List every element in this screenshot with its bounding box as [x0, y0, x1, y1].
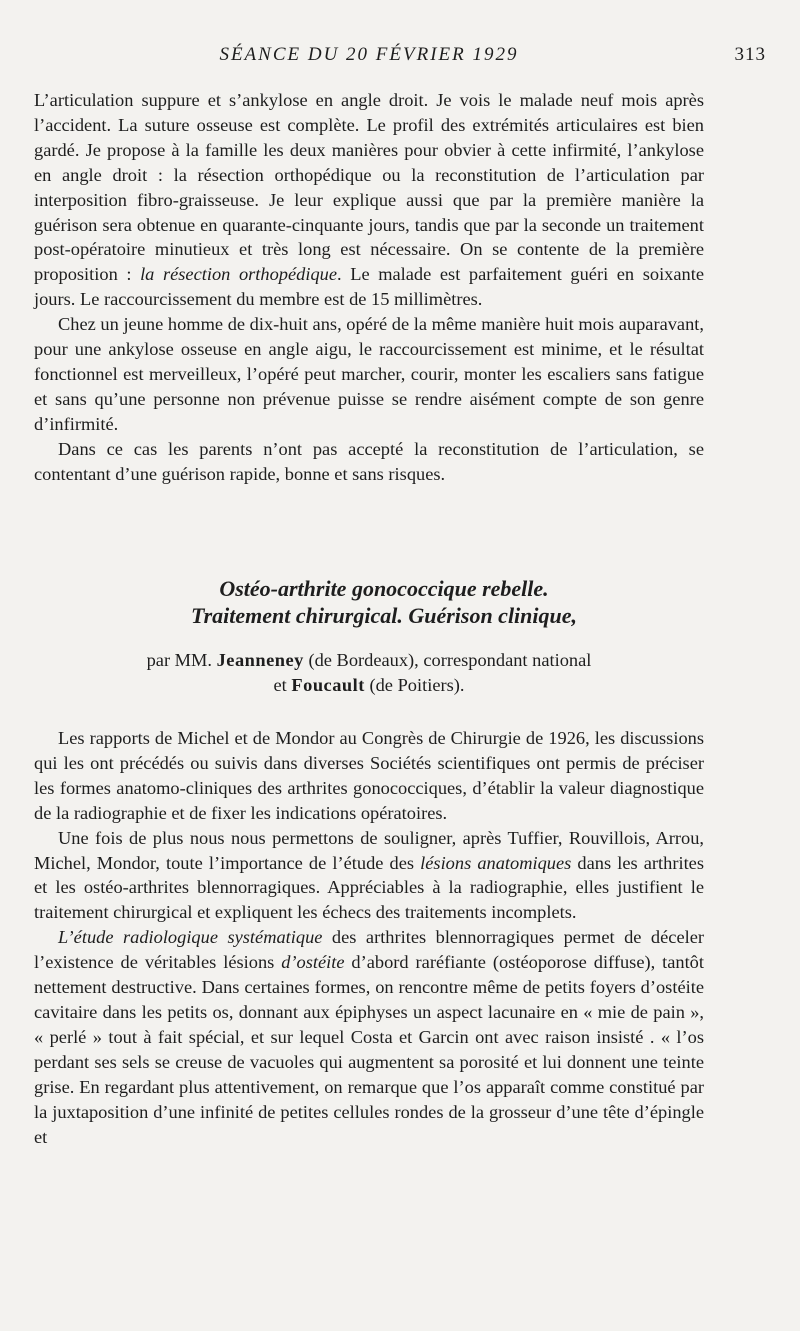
paragraph — [34, 925, 704, 1149]
byline-conjunction: et — [273, 675, 287, 695]
text-run: dans les arthrites et les ostéo-arthrites blennorragiques. Appréciables à la radiographie, elles justifient le traitement chirurgical et expliquent les échecs des traitements incomplets. — [34, 852, 705, 923]
article-title — [34, 575, 734, 629]
byline — [34, 648, 704, 698]
author-affiliation: (de Bordeaux), correspondant national — [308, 650, 592, 670]
text-run: Une fois de plus nous nous permettons de souligner, après Tuffier, Rouvillois, Arrou, Michel, Mondor, toute l’importance de l’étude des — [34, 827, 704, 873]
article1-body — [34, 88, 704, 487]
text-run: d’abord raréfiante (ostéoporose diffuse), tantôt nettement destructive. Dans certaines formes, on rencontre même de petits foyers d’ostéite cavitaire dans les petits os, donnant aux épiphyses un aspect lacunaire en « mie de pain », « perlé » tout à fait spécial, et sur lequel Costa et Garcin ont avec raison insisté . « l’os perdant ses sels se creuse de vacuoles qui augmentent sa porosité et lui donnent une teinte grise. En regardant plus attentivement, on remarque que l’os apparaît comme constitué par la juxtaposition d’une infinité de petites cellules rondes de la grosseur d’une tête d’épingle et — [34, 952, 704, 1147]
author-name: Foucault — [291, 675, 365, 695]
paragraph — [34, 826, 704, 926]
page-number: 313 — [734, 44, 766, 65]
text-run: L’articulation suppure et s’ankylose en angle droit. Je vois le malade neuf mois après l’accident. La suture osseuse est complète. Le profil des extrémités articulaires est bien gardé. Je propose à la famille les deux manières pour obvier à cette infirmité, l’ankylose en angle droit : la résection orthopédique ou la reconstitution de l’articulation par interposition fibro-graisseuse. Je leur explique aussi que par la première manière la guérison sera obtenue en quarante-cinquante jours, tandis que par la seconde un traitement post-opératoire minutieux et très long est nécessaire. On se contente de la première proposition : — [34, 90, 704, 285]
author-name: Jeanneney — [216, 650, 304, 670]
running-title: SÉANCE DU 20 FÉVRIER 1929 — [219, 44, 519, 65]
title-line: Traitement chirurgical. Guérison clinique, — [190, 603, 578, 628]
emphasis: lésions anatomiques — [420, 852, 572, 873]
title-line: Ostéo-arthrite gonococcique rebelle. — [219, 576, 549, 601]
paragraph — [34, 88, 704, 312]
emphasis: la résection orthopédique — [140, 264, 338, 285]
article2-body — [34, 726, 704, 1149]
emphasis: d’ostéite — [281, 952, 345, 973]
paragraph: Dans ce cas les parents n’ont pas accepté la reconstitution de l’articulation, se contentant d’une guérison rapide, bonne et sans risques. — [34, 438, 704, 484]
text-run: des arthrites blennorragiques permet de déceler l’existence de véritables lésions — [34, 927, 704, 973]
byline-line — [34, 648, 704, 673]
text-run: . Le malade est parfaitement guéri en soixante jours. Le raccourcissement du membre est de 15 millimètres. — [34, 264, 705, 310]
paragraph: Chez un jeune homme de dix-huit ans, opéré de la même manière huit mois auparavant, pour une ankylose osseuse en angle aigu, le raccourcissement est minime, et le résultat fonctionnel est merveilleux, l’opéré peut marcher, courir, monter les escaliers sans fatigue et sans qu’une personne non prévenue puisse se rendre aisément compte de son genre d’infirmité. — [34, 314, 704, 434]
paragraph: Les rapports de Michel et de Mondor au Congrès de Chirurgie de 1926, les discussions qui les ont précédés ou suivis dans diverses Sociétés scientifiques ont permis de préciser les formes anatomo-cliniques des arthrites gonococciques, d’établir la valeur diagnostique de la radiographie et de fixer les indications opératoires. — [34, 728, 704, 823]
byline-line — [34, 673, 704, 698]
byline-prefix: par MM. — [146, 650, 212, 670]
running-header — [34, 44, 766, 68]
emphasis: L’étude radiologique systématique — [58, 927, 323, 948]
author-affiliation: (de Poitiers). — [369, 675, 465, 695]
